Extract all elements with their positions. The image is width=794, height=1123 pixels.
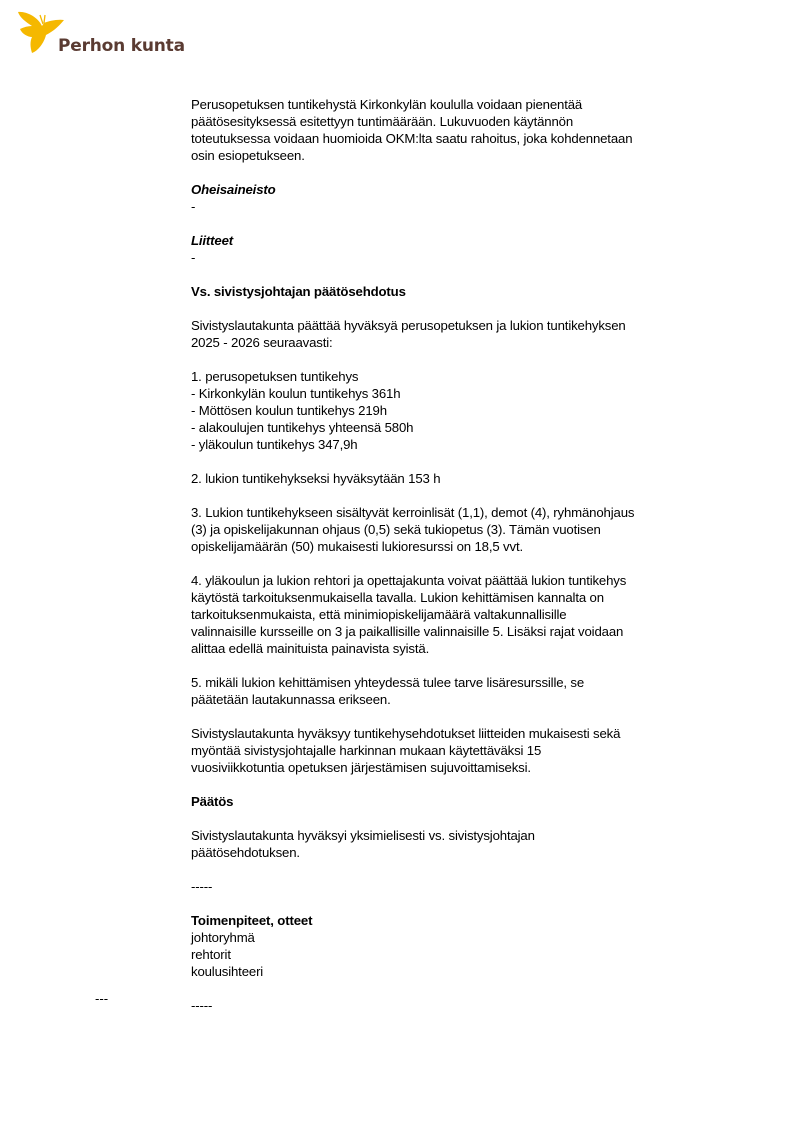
logo-text: Perhon kunta bbox=[58, 36, 185, 56]
actions-heading: Toimenpiteet, otteet bbox=[191, 913, 313, 928]
text-line: - yläkoulun tuntikehys 347,9h bbox=[191, 437, 358, 452]
intro-paragraph bbox=[191, 96, 711, 164]
text-line: päätösehdotuksen. bbox=[191, 845, 300, 860]
decision-heading: Päätös bbox=[191, 794, 234, 809]
text-line: toteutuksessa voidaan huomioida OKM:lta saatu rahoitus, joka kohdennetaan bbox=[191, 131, 633, 146]
text-line: vuosiviikkotuntia opetuksen järjestämisen sujuvoittamiseksi. bbox=[191, 760, 531, 775]
text-line: Sivistyslautakunta hyväksyy tuntikehysehdotukset liitteiden mukaisesti sekä bbox=[191, 726, 621, 741]
text-line: 4. yläkoulun ja lukion rehtori ja opettajakunta voivat päättää lukion tuntikehys bbox=[191, 573, 627, 588]
text-line: alittaa edellä mainituista painavista syistä. bbox=[191, 641, 430, 656]
proposal-item-1 bbox=[191, 368, 711, 453]
text-line: Sivistyslautakunta päättää hyväksyä perusopetuksen ja lukion tuntikehyksen bbox=[191, 318, 626, 333]
text-line: opiskelijamäärän (50) mukaisesti lukioresurssi on 18,5 vvt. bbox=[191, 539, 523, 554]
text-line: - alakoulujen tuntikehys yhteensä 580h bbox=[191, 420, 414, 435]
text-line: Sivistyslautakunta hyväksyi yksimielisesti vs. sivistysjohtajan bbox=[191, 828, 535, 843]
proposal-item-2 bbox=[191, 470, 711, 487]
decision-separator: ----- bbox=[191, 879, 213, 894]
oheisaineisto-heading: Oheisaineisto bbox=[191, 182, 276, 197]
recipient: koulusihteeri bbox=[191, 964, 264, 979]
text-line: - Kirkonkylän koulun tuntikehys 361h bbox=[191, 386, 401, 401]
text-line: - Möttösen koulun tuntikehys 219h bbox=[191, 403, 387, 418]
text-line: 1. perusopetuksen tuntikehys bbox=[191, 369, 359, 384]
text-line: 5. mikäli lukion kehittämisen yhteydessä tulee tarve lisäresurssille, se bbox=[191, 675, 585, 690]
text-line: osin esiopetukseen. bbox=[191, 148, 305, 163]
text-line: Perusopetuksen tuntikehystä Kirkonkylän koululla voidaan pienentää bbox=[191, 97, 583, 112]
text-line: 2025 - 2026 seuraavasti: bbox=[191, 335, 333, 350]
recipient: johtoryhmä bbox=[191, 930, 255, 945]
decision-text bbox=[191, 827, 711, 861]
recipient: rehtorit bbox=[191, 947, 231, 962]
actions-separator: ----- bbox=[191, 998, 213, 1013]
text-line: käytöstä tarkoituksenmukaisella tavalla. Lukion kehittämisen kannalta on bbox=[191, 590, 604, 605]
logo bbox=[16, 9, 186, 59]
proposal-item-5 bbox=[191, 674, 711, 708]
text-line: tarkoituksenmukaista, että minimiopiskelijamäärä valtakunnallisille bbox=[191, 607, 567, 622]
text-line: valinnaisille kursseille on 3 ja paikallisille valinnaisille 5. Lisäksi rajat voidaan bbox=[191, 624, 624, 639]
oheisaineisto-value: - bbox=[191, 199, 196, 214]
liitteet-heading: Liitteet bbox=[191, 233, 234, 248]
document-body bbox=[191, 96, 711, 1014]
text-line: (3) ja opiskelijakunnan ohjaus (0,5) sekä tukiopetus (3). Tämän vuotisen bbox=[191, 522, 601, 537]
text-line: 3. Lukion tuntikehykseen sisältyvät kerroinlisät (1,1), demot (4), ryhmänohjaus bbox=[191, 505, 635, 520]
proposal-closing bbox=[191, 725, 711, 776]
footer-left-marker: --- bbox=[95, 991, 109, 1006]
proposal-intro bbox=[191, 317, 711, 351]
recipients-list bbox=[191, 929, 711, 980]
proposal-item-3 bbox=[191, 504, 711, 555]
proposal-item-4 bbox=[191, 572, 711, 657]
proposal-heading: Vs. sivistysjohtajan päätösehdotus bbox=[191, 284, 406, 299]
text-line: myöntää sivistysjohtajalle harkinnan mukaan käytettäväksi 15 bbox=[191, 743, 542, 758]
text-line: päätösesityksessä esitettyyn tuntimäärään. Lukuvuoden käytännön bbox=[191, 114, 574, 129]
text-line: päätetään lautakunnassa erikseen. bbox=[191, 692, 391, 707]
text-line: 2. lukion tuntikehykseksi hyväksytään 153 h bbox=[191, 471, 441, 486]
liitteet-value: - bbox=[191, 250, 196, 265]
